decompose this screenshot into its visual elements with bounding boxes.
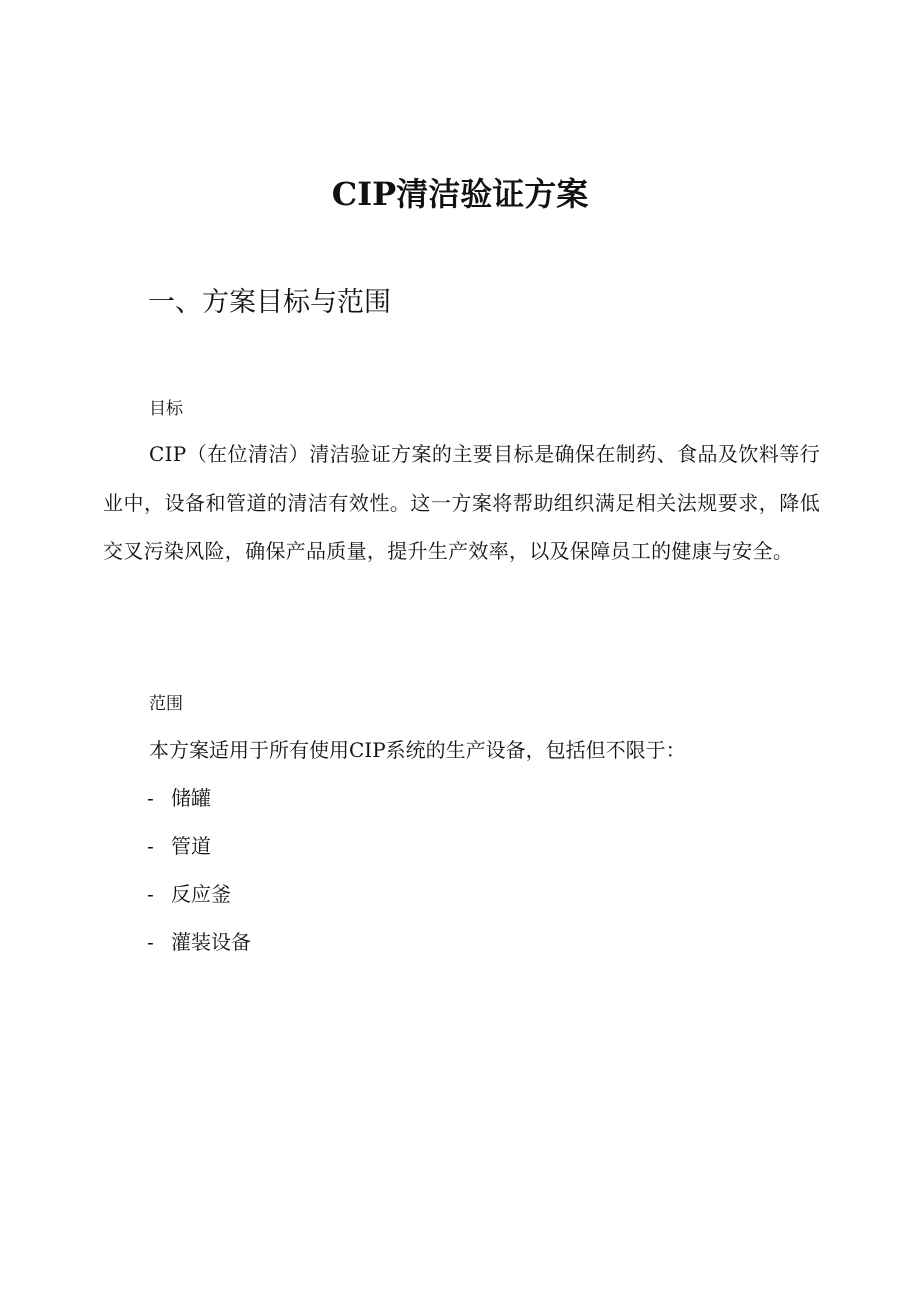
section-heading: 一、方案目标与范围 bbox=[148, 287, 391, 318]
list-item bbox=[147, 774, 251, 822]
list-dash: - bbox=[147, 882, 154, 906]
list-dash: - bbox=[147, 930, 154, 954]
list-item-text: 灌装设备 bbox=[171, 930, 251, 954]
list-item bbox=[147, 918, 251, 966]
list-item bbox=[147, 870, 251, 918]
scope-list bbox=[147, 774, 251, 966]
document-title: CIP清洁验证方案 bbox=[331, 175, 589, 213]
goal-heading: 目标 bbox=[149, 399, 183, 419]
list-item-text: 管道 bbox=[171, 834, 211, 858]
list-dash: - bbox=[147, 786, 154, 810]
list-dash: - bbox=[147, 834, 154, 858]
goal-paragraph: CIP（在位清洁）清洁验证方案的主要目标是确保在制药、食品及饮料等行业中，设备和管道的清洁有效性。这一方案将帮助组织满足相关法规要求，降低交叉污染风险，确保产品质量，提升生产效率，以及保障员工的健康与安全。 bbox=[103, 442, 820, 563]
list-item-text: 储罐 bbox=[171, 786, 211, 810]
scope-intro-paragraph: 本方案适用于所有使用CIP系统的生产设备，包括但不限于： bbox=[149, 738, 686, 762]
list-item-text: 反应釜 bbox=[171, 882, 231, 906]
scope-heading: 范围 bbox=[149, 694, 183, 714]
list-item bbox=[147, 822, 251, 870]
